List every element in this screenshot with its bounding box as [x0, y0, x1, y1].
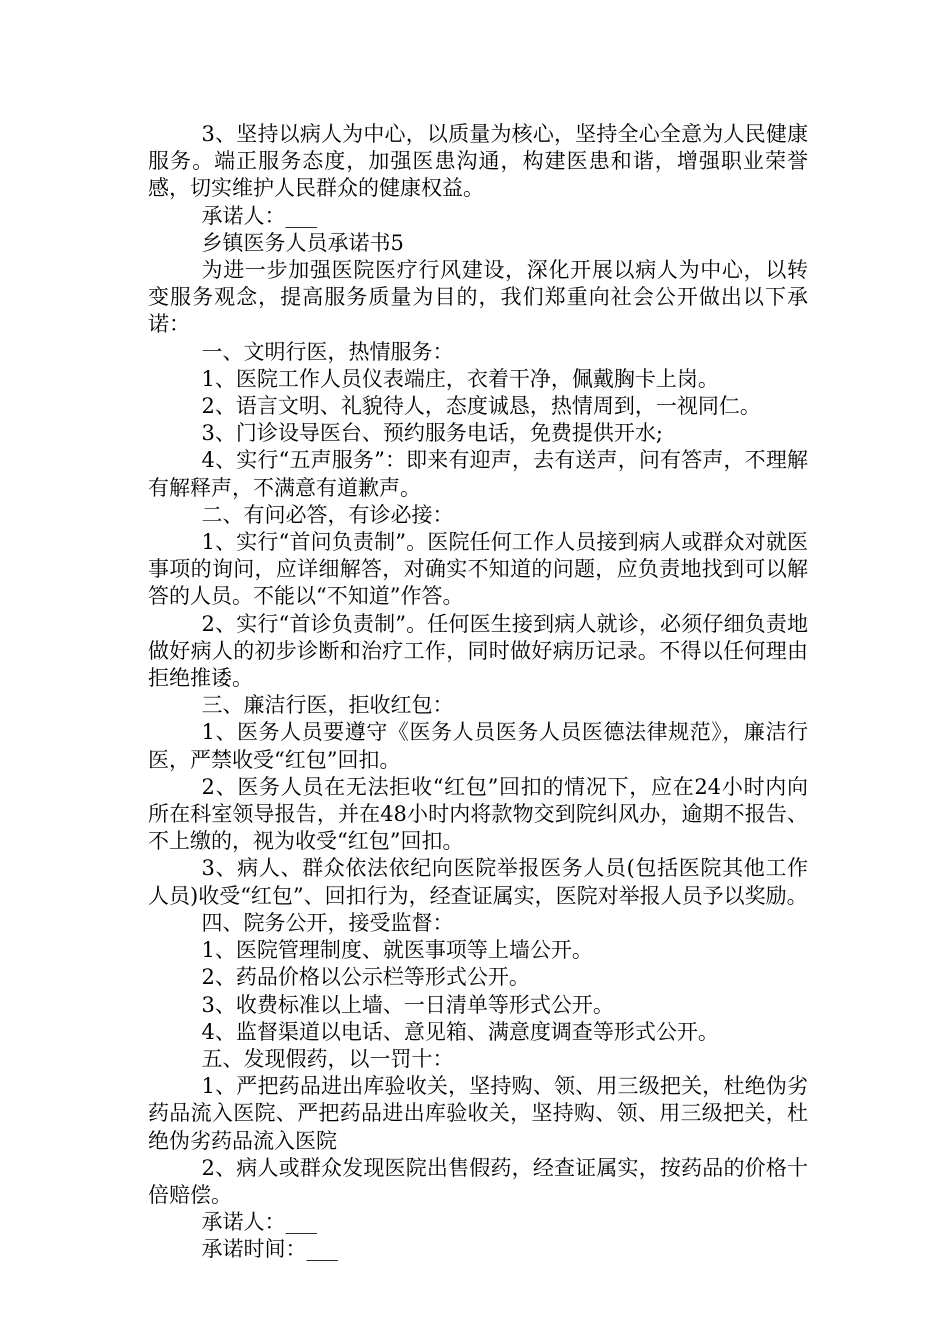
heading-civilized-practice: 一、文明行医，热情服务：: [201, 339, 454, 364]
list-item: 1、实行“首问负责制”。医院任何工作人员接到病人或群众对就医事项的询问，应详细解答，对确实不知道的问题，应负责地找到可以解答的人员。不能以“不知道”作答。: [148, 530, 808, 609]
list-item: 3、收费标准以上墙、一日清单等形式公开。: [201, 992, 614, 1017]
list-item: 2、药品价格以公示栏等形式公开。: [201, 965, 530, 990]
list-item: 1、医院管理制度、就医事项等上墙公开。: [201, 938, 593, 963]
list-item: 2、实行“首诊负责制”。任何医生接到病人就诊，必须仔细负责地做好病人的初步诊断和治疗工作，同时做好病历记录。不得以任何理由拒绝推诿。: [148, 611, 808, 691]
paragraph-item-3-health-service: 3、坚持以病人为中心，以质量为核心，坚持全心全意为人民健康服务。端正服务态度，加强医患沟通，构建医患和谐，增强职业荣誉感，切实维护人民群众的健康权益。: [148, 122, 808, 201]
list-item: 1、医务人员要遵守《医务人员医务人员医德法律规范》，廉洁行医，严禁收受“红包”回扣。: [148, 720, 808, 772]
list-item: 3、病人、群众依法依纪向医院举报医务人员(包括医院其他工作人员)收受“红包”、回扣行为，经查证属实，医院对举报人员予以奖励。: [148, 856, 808, 908]
list-item: 1、严把药品进出库验收关，坚持购、领、用三级把关，杜绝伪劣药品流入医院、严把药品进出库验收关，坚持购、领、用三级把关，杜绝伪劣药品流入医院: [148, 1074, 808, 1153]
list-item: 1、医院工作人员仪表端庄，衣着干净，佩戴胸卡上岗。: [201, 366, 719, 391]
heading-clean-practice: 三、廉洁行医，拒收红包：: [201, 693, 454, 718]
intro-paragraph: 为进一步加强医院医疗行风建设，深化开展以病人为中心，以转变服务观念，提高服务质量为目的，我们郑重向社会公开做出以下承诺：: [148, 258, 808, 337]
heading-public-affairs: 四、院务公开，接受监督：: [201, 910, 454, 935]
list-item: 3、门诊设导医台、预约服务电话，免费提供开水;: [201, 421, 663, 446]
commitment-date-line: 承诺时间：___: [201, 1237, 339, 1262]
list-item: 4、监督渠道以电话、意见箱、满意度调查等形式公开。: [201, 1019, 719, 1044]
heading-fake-drugs: 五、发现假药，以一罚十：: [201, 1046, 454, 1071]
document-body: [148, 121, 808, 1264]
heading-answer-questions: 二、有问必答，有诊必接：: [201, 502, 454, 527]
list-item: 2、医务人员在无法拒收“红包”回扣的情况下，应在24小时内向所在科室领导报告，并在48小时内将款物交到院纠风办，逾期不报告、不上缴的，视为收受“红包”回扣。: [148, 774, 808, 854]
signatory-line: 承诺人：___: [201, 203, 318, 228]
signatory-line: 承诺人：___: [201, 1210, 318, 1235]
list-item: 2、语言文明、礼貌待人，态度诚恳，热情周到，一视同仁。: [201, 394, 761, 419]
section-title: 乡镇医务人员承诺书5: [201, 230, 404, 255]
list-item: 2、病人或群众发现医院出售假药，经查证属实，按药品的价格十倍赔偿。: [148, 1155, 808, 1207]
list-item: 4、实行“五声服务”：即来有迎声，去有送声，问有答声，不理解有解释声，不满意有道歉声。: [148, 448, 808, 500]
